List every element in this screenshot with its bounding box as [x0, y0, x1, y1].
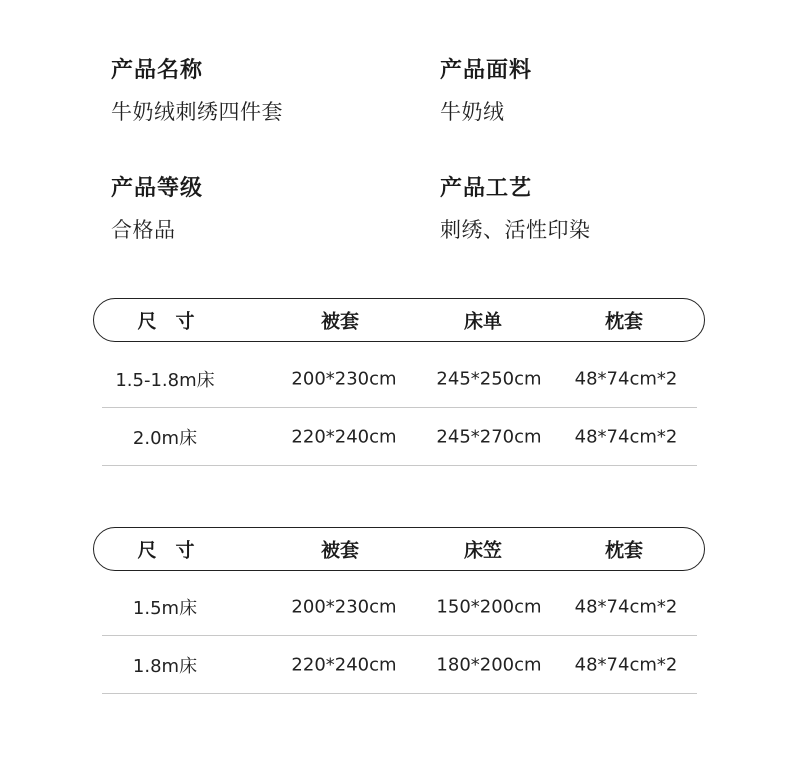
cell-fitted-sheet: 180*200cm: [436, 654, 542, 675]
cell-fitted-sheet: 150*200cm: [436, 596, 542, 617]
info-label: 产品名称: [111, 58, 204, 83]
info-value: 牛奶绒刺绣四件套: [111, 100, 283, 124]
cell-duvet-cover: 220*240cm: [291, 654, 397, 675]
cell-size: 1.5-1.8m床: [115, 369, 215, 391]
table-row: [102, 578, 697, 636]
table-row: [102, 408, 697, 466]
cell-pillowcase: 48*74cm*2: [574, 654, 678, 675]
info-value: 牛奶绒: [440, 100, 505, 124]
header-duvet-cover: 被套: [320, 539, 360, 562]
header-pillowcase: 枕套: [604, 539, 644, 562]
info-value: 刺绣、活性印染: [440, 218, 591, 242]
info-product-craft: [440, 171, 591, 244]
cell-bed-sheet: 245*270cm: [436, 426, 542, 447]
table-header: [93, 298, 705, 342]
info-label: 产品等级: [111, 176, 204, 201]
info-product-grade: [111, 171, 203, 244]
cell-duvet-cover: 200*230cm: [291, 368, 397, 389]
size-table-1: [93, 298, 705, 466]
info-label: 产品面料: [440, 58, 533, 83]
header-size: 尺 寸: [137, 539, 195, 562]
info-product-name: [111, 53, 283, 126]
info-value: 合格品: [111, 218, 176, 242]
cell-pillowcase: 48*74cm*2: [574, 596, 678, 617]
table-row: [102, 636, 697, 694]
cell-size: 2.0m床: [132, 427, 198, 449]
cell-pillowcase: 48*74cm*2: [574, 368, 678, 389]
header-duvet-cover: 被套: [320, 310, 360, 333]
table-header: [93, 527, 705, 571]
cell-size: 1.5m床: [132, 597, 198, 619]
cell-pillowcase: 48*74cm*2: [574, 426, 678, 447]
header-bed-sheet: 床单: [463, 310, 503, 333]
header-size: 尺 寸: [137, 310, 195, 333]
cell-size: 1.8m床: [132, 655, 198, 677]
cell-duvet-cover: 220*240cm: [291, 426, 397, 447]
info-product-fabric: [440, 53, 532, 126]
size-table-2: [93, 527, 705, 694]
cell-duvet-cover: 200*230cm: [291, 596, 397, 617]
header-fitted-sheet: 床笠: [463, 539, 503, 562]
cell-bed-sheet: 245*250cm: [436, 368, 542, 389]
table-row: [102, 350, 697, 408]
header-pillowcase: 枕套: [604, 310, 644, 333]
info-label: 产品工艺: [440, 176, 533, 201]
